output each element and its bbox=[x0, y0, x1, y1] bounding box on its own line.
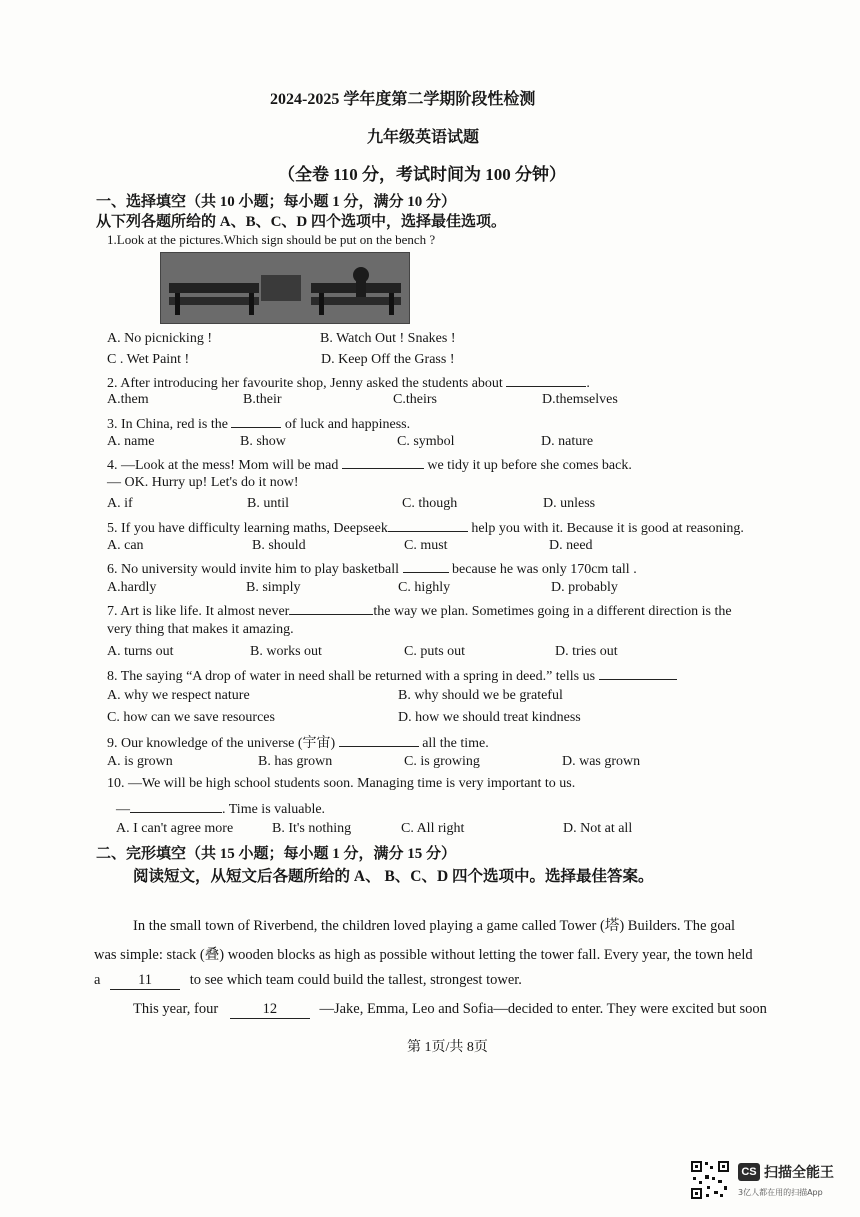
qr-code-icon bbox=[690, 1160, 730, 1200]
bench-image-icon bbox=[161, 253, 409, 323]
question-4-stem bbox=[107, 454, 632, 474]
passage-line-4-end: —Jake, Emma, Leo and Sofia—decided to enter. They were excited but soon bbox=[319, 1001, 767, 1017]
question-10-reply bbox=[116, 798, 325, 818]
q7-option-c[interactable]: C. puts out bbox=[404, 644, 466, 659]
q4-option-b[interactable]: B. until bbox=[247, 496, 290, 511]
passage-line-2: was simple: stack (叠) wooden blocks as high as possible without letting the tower fall. Every year, the town held bbox=[94, 947, 753, 963]
q8-option-d[interactable]: D. how we should treat kindness bbox=[398, 710, 581, 725]
q8-blank[interactable] bbox=[599, 665, 677, 680]
q9-option-d[interactable]: D. was grown bbox=[562, 754, 641, 769]
q3-stem-end: of luck and happiness. bbox=[284, 417, 411, 432]
q2-stem-text: 2. After introducing her favourite shop, Jenny asked the students about bbox=[107, 376, 503, 391]
q4-option-a[interactable]: A. if bbox=[107, 496, 133, 511]
camscanner-tagline: 3亿人都在用的扫描App bbox=[738, 1188, 823, 1197]
q3-stem-text: 3. In China, red is the bbox=[107, 417, 228, 432]
q2-blank[interactable] bbox=[506, 372, 586, 387]
question-10-stem: 10. —We will be high school students soon. Managing time is very important to us. bbox=[107, 776, 576, 791]
q3-option-a[interactable]: A. name bbox=[107, 434, 155, 449]
camscanner-logo: CS bbox=[738, 1163, 760, 1181]
question-4-reply: — OK. Hurry up! Let's do it now! bbox=[107, 475, 299, 490]
exam-info: （全卷 110 分，考试时间为 100 分钟） bbox=[278, 165, 567, 184]
section2-instruction: 阅读短文，从短文后各题所给的 A、 B、C、D 四个选项中。选择最佳答案。 bbox=[133, 868, 654, 885]
q3-option-b[interactable]: B. show bbox=[240, 434, 286, 449]
q2-option-b[interactable]: B.their bbox=[243, 392, 282, 407]
passage-line-3-end: to see which team could build the tallest, strongest tower. bbox=[189, 972, 522, 988]
section1-instruction: 从下列各题所给的 A、B、C、D 四个选项中，选择最佳选项。 bbox=[96, 214, 507, 230]
passage-line-4-start: This year, four bbox=[133, 1001, 219, 1017]
q6-option-a[interactable]: A.hardly bbox=[107, 580, 157, 595]
q10-blank[interactable] bbox=[130, 798, 222, 813]
q9-blank[interactable] bbox=[339, 732, 419, 747]
question-1-stem: 1.Look at the pictures.Which sign should be put on the bench ? bbox=[107, 232, 436, 247]
q10-reply-dash: — bbox=[116, 802, 130, 817]
passage-line-3-start: a bbox=[94, 972, 101, 988]
q5-option-c[interactable]: C. must bbox=[404, 538, 448, 553]
passage-line-1: In the small town of Riverbend, the children loved playing a game called Tower (塔) Builders. The goal bbox=[133, 918, 736, 934]
q10-option-d[interactable]: D. Not at all bbox=[563, 821, 633, 836]
q6-option-d[interactable]: D. probably bbox=[551, 580, 618, 595]
question-8-stem bbox=[107, 665, 677, 685]
bench-picture bbox=[160, 252, 410, 324]
q7-blank[interactable] bbox=[289, 600, 373, 615]
q4-blank[interactable] bbox=[342, 454, 424, 469]
q6-stem-end: because he was only 170cm tall . bbox=[452, 562, 637, 577]
q2-option-c[interactable]: C.theirs bbox=[393, 392, 437, 407]
q8-option-a[interactable]: A. why we respect nature bbox=[107, 688, 250, 703]
question-7-stem-continued: very thing that makes it amazing. bbox=[107, 622, 294, 637]
section1-heading: 一、选择填空（共 10 小题；每小题 1 分，满分 10 分） bbox=[96, 194, 457, 210]
q10-option-a[interactable]: A. I can't agree more bbox=[116, 821, 234, 836]
q2-option-d[interactable]: D.themselves bbox=[542, 392, 618, 407]
q6-option-b[interactable]: B. simply bbox=[246, 580, 301, 595]
q4-stem-end: we tidy it up before she comes back. bbox=[427, 458, 632, 473]
section2-heading: 二、完形填空（共 15 小题；每小题 1 分，满分 15 分） bbox=[96, 846, 457, 862]
question-6-stem bbox=[107, 558, 637, 578]
question-2-stem bbox=[107, 372, 590, 392]
q9-stem-text: 9. Our knowledge of the universe (宇宙) bbox=[107, 736, 336, 751]
blank-12[interactable]: 12 bbox=[230, 1001, 310, 1019]
q8-option-c[interactable]: C. how can we save resources bbox=[107, 710, 275, 725]
q1-option-a[interactable]: A. No picnicking ! bbox=[107, 331, 212, 346]
q10-reply-end: . Time is valuable. bbox=[222, 802, 326, 817]
question-5-stem bbox=[107, 517, 744, 537]
q3-blank[interactable] bbox=[231, 413, 281, 428]
q6-stem-text: 6. No university would invite him to play basketball bbox=[107, 562, 400, 577]
q9-option-b[interactable]: B. has grown bbox=[258, 754, 333, 769]
q5-option-d[interactable]: D. need bbox=[549, 538, 593, 553]
exam-title: 2024-2025 学年度第二学期阶段性检测 bbox=[270, 91, 536, 108]
q9-option-a[interactable]: A. is grown bbox=[107, 754, 173, 769]
question-3-stem bbox=[107, 413, 410, 433]
question-9-stem bbox=[107, 732, 489, 752]
q6-option-c[interactable]: C. highly bbox=[398, 580, 451, 595]
q5-blank[interactable] bbox=[388, 517, 468, 532]
q1-option-c[interactable]: C . Wet Paint ! bbox=[107, 352, 190, 367]
q2-stem-end: . bbox=[586, 376, 590, 391]
q4-option-c[interactable]: C. though bbox=[402, 496, 458, 511]
q8-option-b[interactable]: B. why should we be grateful bbox=[398, 688, 563, 703]
camscanner-name: 扫描全能王 bbox=[764, 1165, 834, 1181]
q9-option-c[interactable]: C. is growing bbox=[404, 754, 480, 769]
q8-stem-text: 8. The saying “A drop of water in need shall be returned with a spring in deed.” tells us bbox=[107, 669, 596, 684]
q5-option-a[interactable]: A. can bbox=[107, 538, 144, 553]
blank-11[interactable]: 11 bbox=[110, 972, 180, 990]
question-7-stem bbox=[107, 600, 732, 620]
q7-stem-end: the way we plan. Sometimes going in a different direction is the bbox=[373, 604, 732, 619]
q6-blank[interactable] bbox=[403, 558, 449, 573]
q5-option-b[interactable]: B. should bbox=[252, 538, 306, 553]
passage-line-3 bbox=[94, 972, 522, 990]
q3-option-d[interactable]: D. nature bbox=[541, 434, 594, 449]
q5-stem-end: help you with it. Because it is good at reasoning. bbox=[471, 521, 744, 536]
q7-stem-text: 7. Art is like life. It almost never bbox=[107, 604, 290, 619]
q3-option-c[interactable]: C. symbol bbox=[397, 434, 455, 449]
passage-line-4 bbox=[133, 1001, 767, 1019]
q9-stem-end: all the time. bbox=[422, 736, 489, 751]
q7-option-b[interactable]: B. works out bbox=[250, 644, 322, 659]
q4-stem-text: 4. —Look at the mess! Mom will be mad bbox=[107, 458, 339, 473]
q7-option-a[interactable]: A. turns out bbox=[107, 644, 174, 659]
page-number: 第 1页/共 8页 bbox=[407, 1040, 488, 1055]
q5-stem-text: 5. If you have difficulty learning maths, Deepseek bbox=[107, 521, 388, 536]
q2-option-a[interactable]: A.them bbox=[107, 392, 149, 407]
q1-option-d[interactable]: D. Keep Off the Grass ! bbox=[321, 352, 455, 367]
q10-option-c[interactable]: C. All right bbox=[401, 821, 465, 836]
q4-option-d[interactable]: D. unless bbox=[543, 496, 596, 511]
q10-option-b[interactable]: B. It's nothing bbox=[272, 821, 352, 836]
exam-subtitle: 九年级英语试题 bbox=[367, 129, 480, 146]
q1-option-b[interactable]: B. Watch Out ! Snakes ! bbox=[320, 331, 456, 346]
q7-option-d[interactable]: D. tries out bbox=[555, 644, 618, 659]
